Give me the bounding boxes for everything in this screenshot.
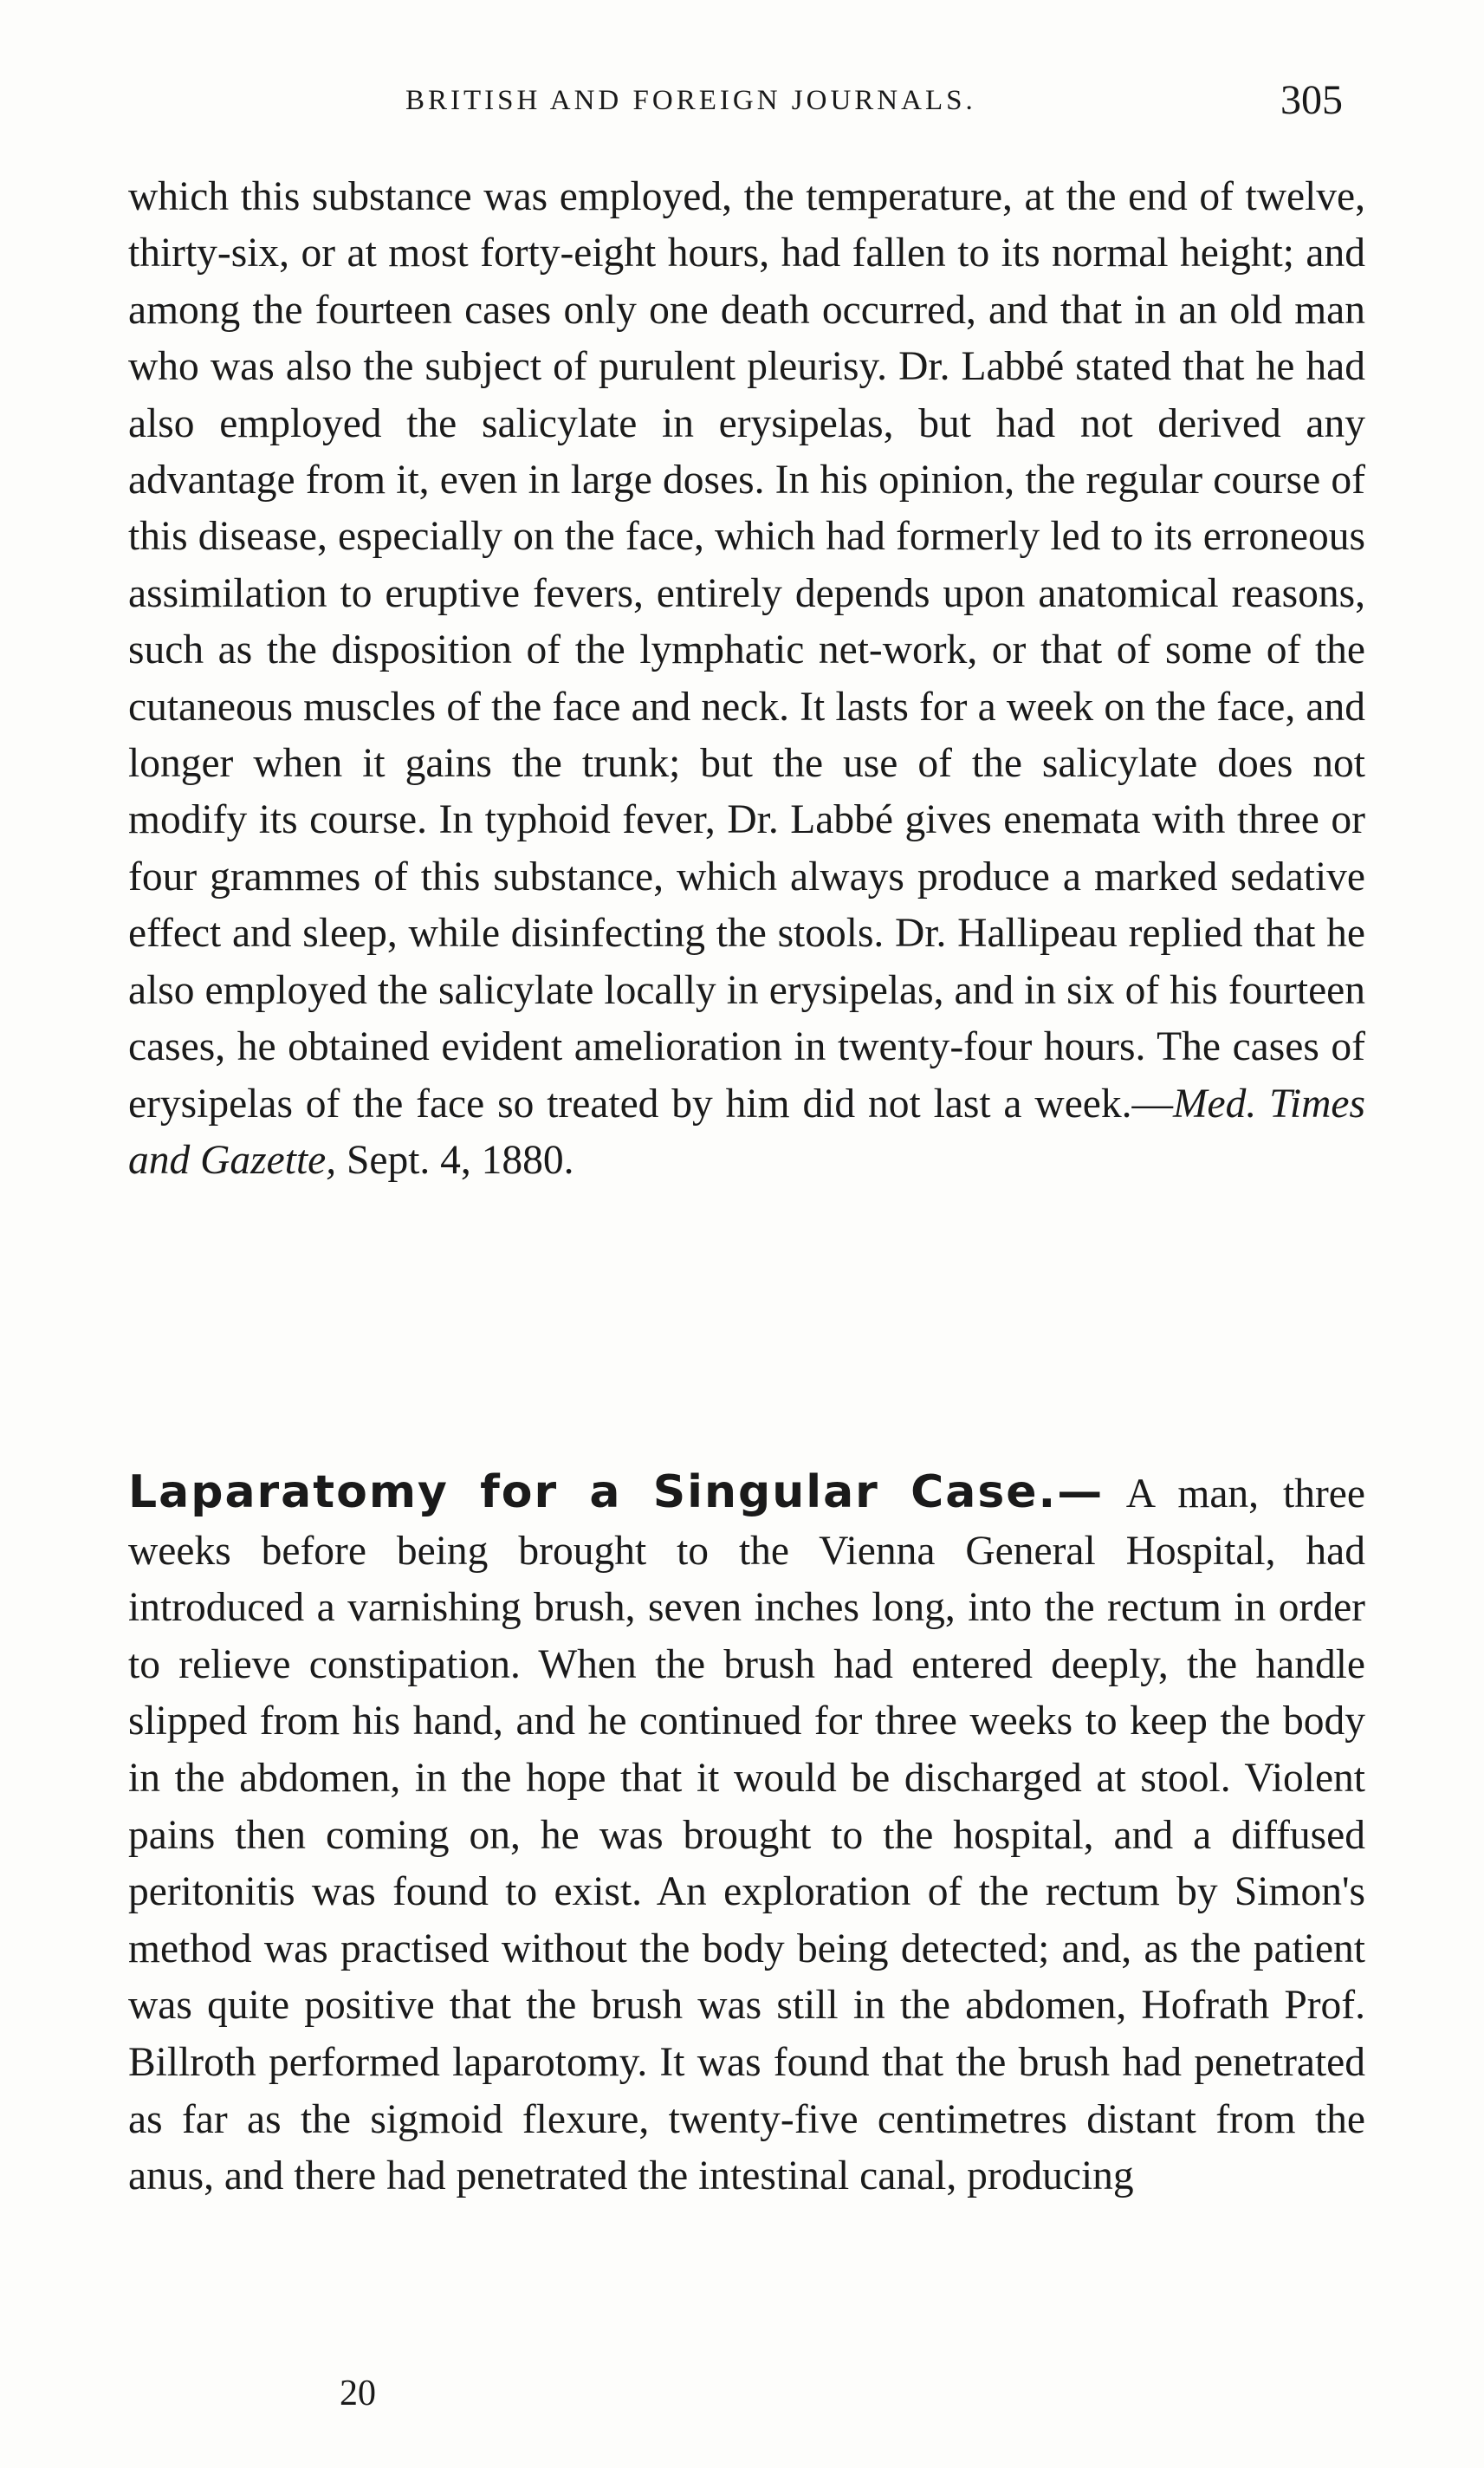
section-text: A man, three weeks before being brought to the Vienna General Hospital, had introduced a varnishing brush, seven inches long, into the rectum in order to relieve constipation. When the brush had entered deeply, the handle slipped from his hand, and he continued for three weeks to keep the body in the abdomen, in the hope that it would be discharged at stool. Violent pains then coming on, he was brought to the hospital, and a diffused peritonitis was found to exist. An exploration of the rectum by Simon's method was practised without the body being detected; and, as the patient was quite positive that the brush was still in the abdomen, Hofrath Prof. Billroth performed laparotomy. It was found that the brush had penetrated as far as the sigmoid flexure, twenty-five centimetres distant from the anus, and there had penetrated the intestinal canal, producing bbox=[128, 1471, 1365, 2199]
running-head-title: BRITISH AND FOREIGN JOURNALS. bbox=[405, 85, 976, 116]
running-head bbox=[0, 76, 1484, 128]
citation-date: Sept. 4, 1880. bbox=[336, 1137, 574, 1183]
citation-source: Med. Times and Gazette, bbox=[128, 1081, 1366, 1183]
page-number: 305 bbox=[1280, 77, 1343, 123]
article-section bbox=[128, 1465, 1365, 2205]
paragraph-text: which this substance was employed, the temperature, at the end of twelve, thirty-six, or at most forty-eight hours, had fallen to its normal height; and among the fourteen cases only one death occurred, and that in an old man who was also the subject of purulent pleurisy. Dr. Labbé stated that he had also employed the salicylate in erysipelas, but had not derived any advantage from it, even in large doses. In his opinion, the regular course of this disease, especially on the face, which had formerly led to its erroneous assimilation to eruptive fevers, entirely depends upon anatomical reasons, such as the disposition of the lymphatic net-work, or that of some of the cutaneous muscles of the face and neck. It lasts for a week on the face, and longer when it gains the trunk; but the use of the salicylate does not modify its course. In typhoid fever, Dr. Labbé gives enemata with three or four grammes of this substance, which always produce a marked sedative effect and sleep, while disinfecting the stools. Dr. Hallipeau replied that he also employed the salicylate locally in erysipelas, and in six of his fourteen cases, he obtained evident amelioration in twenty-four hours. The cases of erysipelas of the face so treated by him did not last a week.— bbox=[128, 174, 1365, 1127]
signature-mark: 20 bbox=[340, 2374, 376, 2413]
continued-paragraph bbox=[128, 169, 1365, 1189]
section-heading: Laparatomy for a Singular Case.— bbox=[128, 1466, 1105, 1518]
